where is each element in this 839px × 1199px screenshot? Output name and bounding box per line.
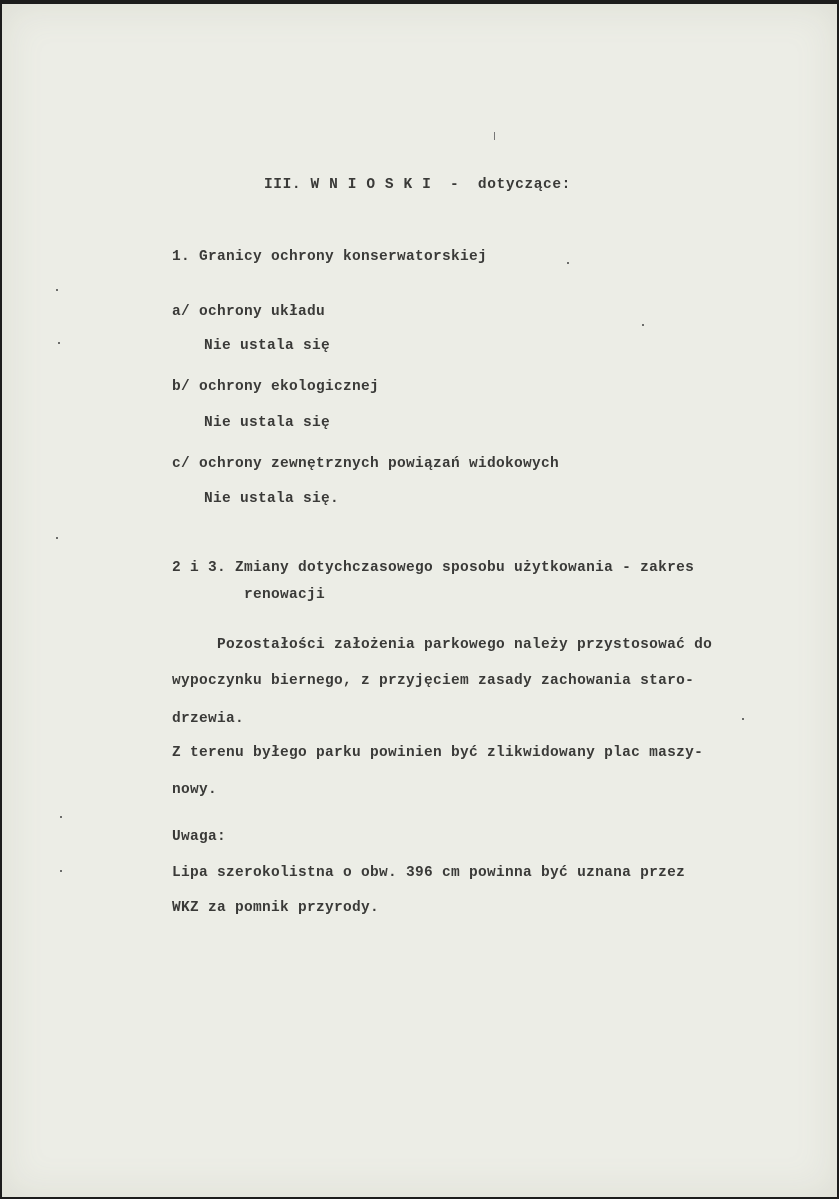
item-b-label: b/ ochrony ekologicznej	[172, 379, 380, 395]
paper-speck	[56, 289, 58, 291]
item-c-value: Nie ustala się.	[204, 491, 340, 507]
paper-speck	[60, 870, 62, 872]
paper-mark	[494, 132, 495, 140]
item-a-label: a/ ochrony układu	[172, 304, 326, 320]
item-a-value: Nie ustala się	[204, 338, 331, 354]
note-label: Uwaga:	[172, 829, 227, 845]
item-c-label: c/ ochrony zewnętrznych powiązań widokowych	[172, 456, 560, 472]
note-line: Lipa szerokolistna o obw. 396 cm powinna być uznana przez	[172, 865, 686, 881]
paragraph-line: nowy.	[172, 782, 218, 798]
paper-speck	[567, 262, 569, 264]
section-heading: III. W N I O S K I - dotyczące:	[264, 177, 571, 193]
paper-speck	[58, 342, 60, 344]
item-b-value: Nie ustala się	[204, 415, 331, 431]
paper-speck	[60, 816, 62, 818]
section-2-title-cont: renowacji	[244, 587, 326, 603]
paragraph-line: drzewia.	[172, 711, 245, 727]
paragraph-line: Pozostałości założenia parkowego należy przystosować do	[217, 637, 713, 653]
paper-speck	[642, 324, 644, 326]
paper-speck	[56, 537, 58, 539]
paper-speck	[742, 718, 744, 720]
section-1-title: 1. Granicy ochrony konserwatorskiej	[172, 249, 488, 265]
note-line: WKZ za pomnik przyrody.	[172, 900, 380, 916]
section-2-title: 2 i 3. Zmiany dotychczasowego sposobu użytkowania - zakres	[172, 560, 695, 576]
document-page	[2, 4, 837, 1197]
paragraph-line: Z terenu byłego parku powinien być zlikwidowany plac maszy-	[172, 745, 704, 761]
paragraph-line: wypoczynku biernego, z przyjęciem zasady zachowania staro-	[172, 673, 695, 689]
